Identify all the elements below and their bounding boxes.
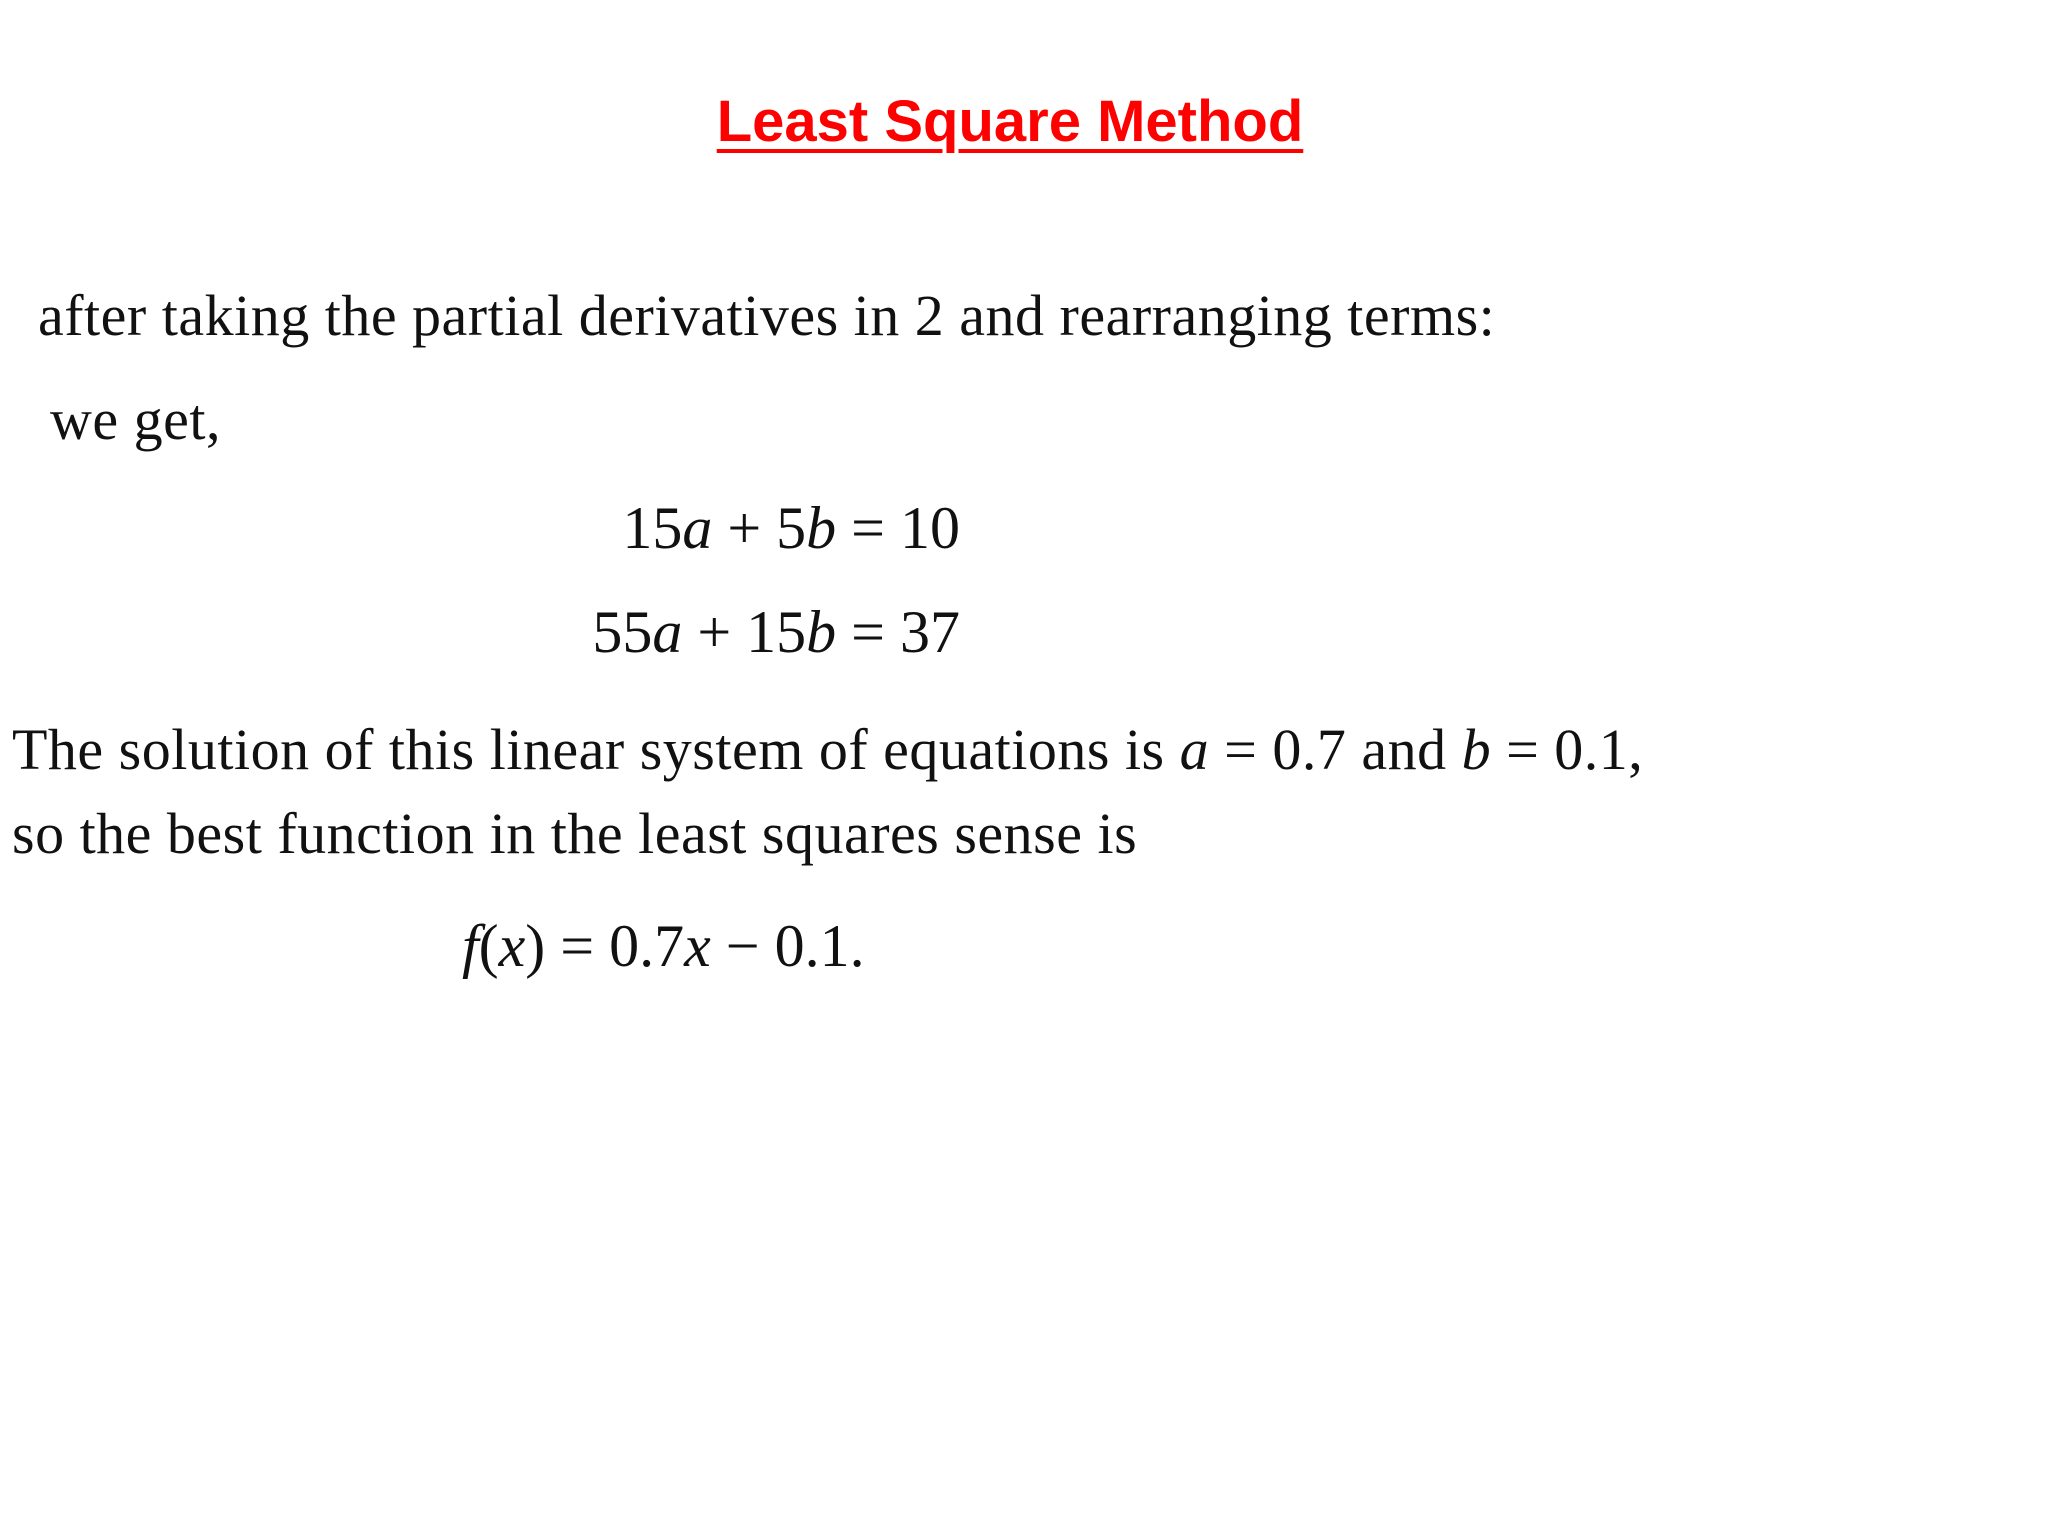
best-function-text: so the best function in the least squares sense is: [12, 801, 1138, 866]
slide-title: Least Square Method: [716, 89, 1304, 154]
eq2-a-coef: 55: [592, 599, 653, 665]
we-get-text: we get,: [50, 387, 221, 452]
equation-2: [480, 580, 960, 684]
eq1-a-coef: 15: [622, 495, 683, 561]
intro-text: after taking the partial derivatives in 2 and rearranging terms:: [38, 283, 1496, 348]
solution-b-var: b: [1461, 717, 1492, 782]
solution-prefix: The solution of this linear system of equations is: [12, 717, 1180, 782]
eq1-equals: =: [836, 495, 900, 561]
result-tail: − 0.1.: [710, 913, 865, 979]
eq1-rhs: 10: [900, 495, 960, 561]
solution-a-value: = 0.7 and: [1209, 717, 1462, 782]
eq1-a-var: a: [682, 495, 713, 561]
result-equation: [462, 912, 865, 981]
eq2-equals: =: [836, 599, 900, 665]
equation-1: [480, 476, 960, 580]
eq1-plus: +: [712, 495, 777, 561]
result-x: x: [498, 913, 526, 979]
solution-b-value: = 0.1,: [1491, 717, 1644, 782]
eq1-b-coef: 5: [776, 495, 807, 561]
eq2-b-var: b: [806, 599, 837, 665]
solution-text: [12, 716, 1643, 783]
equation-system: [480, 476, 960, 684]
result-middle: ) = 0.7: [525, 913, 685, 979]
eq2-b-coef: 15: [746, 599, 807, 665]
result-open-paren: (: [478, 913, 499, 979]
eq2-rhs: 37: [900, 599, 960, 665]
eq1-b-var: b: [806, 495, 837, 561]
solution-a-var: a: [1179, 717, 1210, 782]
result-x2: x: [684, 913, 711, 979]
eq2-plus: +: [682, 599, 747, 665]
eq2-a-var: a: [652, 599, 683, 665]
result-f: f: [462, 913, 479, 979]
